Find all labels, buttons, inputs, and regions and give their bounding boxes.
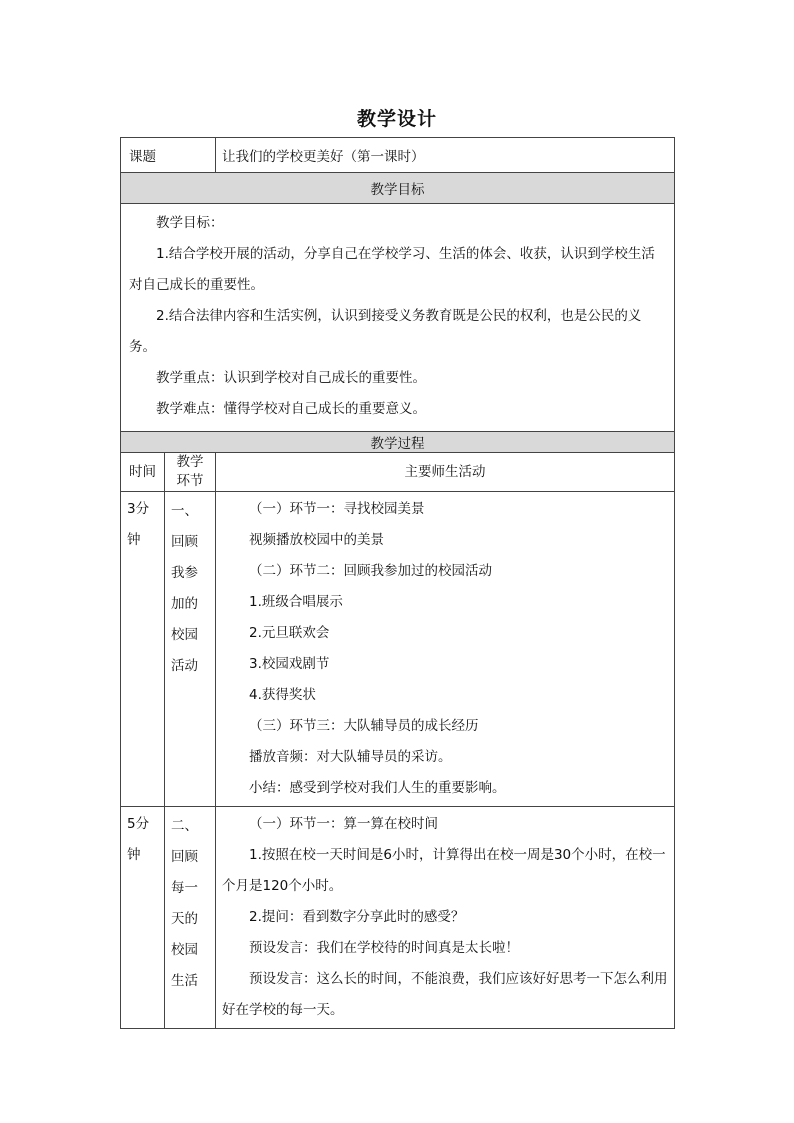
table-row [121,807,675,1029]
objectives-line: 教学难点：懂得学校对自己成长的重要意义。 [156,401,426,417]
topic-row [121,138,675,173]
activity-line: 3.校园戏剧节 [249,656,330,672]
objectives-line: 教学重点：认识到学校对自己成长的重要性。 [156,370,426,386]
topic-value: 让我们的学校更美好（第一课时） [216,138,675,173]
activity-line: 1.班级合唱展示 [249,594,343,610]
activity-line: 2.元旦联欢会 [249,625,330,641]
objectives-line: 1.结合学校开展的活动，分享自己在学校学习、生活的体会、收获，认识到学校生活对自己成长的重要性。 [129,246,655,293]
activity-line: 小结：感受到学校对我们人生的重要影响。 [249,780,506,796]
activity-line: （一）环节一：算一算在校时间 [249,816,438,832]
column-header-row [121,453,675,492]
activity-line: 预设发言：这么长的时间，不能浪费，我们应该好好思考一下怎么利用好在学校的每一天。 [222,971,668,1018]
objectives-header-row [121,173,675,204]
activity-line: 1.按照在校一天时间是6小时，计算得出在校一周是30个小时，在校一个月是120个小时。 [222,847,666,894]
stage-cell: 一、回顾我参加的校园活动 [165,492,216,807]
activity-line: 2.提问：看到数字分享此时的感受？ [249,909,465,925]
activity-line: （三）环节三：大队辅导员的成长经历 [249,718,479,734]
page-title: 教学设计 [356,108,437,130]
objectives-line: 教学目标： [156,215,224,231]
time-cell: 3分钟 [121,492,165,807]
objectives-header: 教学目标 [121,173,675,204]
topic-label: 课题 [121,138,216,173]
table-row [121,492,675,807]
lesson-plan-table [120,137,675,1029]
stage-cell: 二、回顾每一天的校园生活 [165,807,216,1029]
activity-line: 预设发言：我们在学校待的时间真是太长啦！ [249,940,519,956]
objectives-row [121,204,675,432]
activity-cell [216,807,675,1029]
activity-line: （二）环节二：回顾我参加过的校园活动 [249,563,492,579]
activity-line: 视频播放校园中的美景 [249,532,384,548]
column-header-time: 时间 [121,453,165,492]
process-header: 教学过程 [121,432,675,453]
activity-line: 4.获得奖状 [249,687,316,703]
process-header-row [121,432,675,453]
column-header-activity: 主要师生活动 [216,453,675,492]
objectives-line: 2.结合法律内容和生活实例，认识到接受义务教育既是公民的权利，也是公民的义务。 [129,308,642,355]
objectives-content [121,204,675,432]
time-cell: 5分钟 [121,807,165,1029]
column-header-stage: 教学环节 [165,453,216,492]
activity-line: （一）环节一：寻找校园美景 [249,501,425,517]
activity-cell [216,492,675,807]
activity-line: 播放音频：对大队辅导员的采访。 [249,749,452,765]
